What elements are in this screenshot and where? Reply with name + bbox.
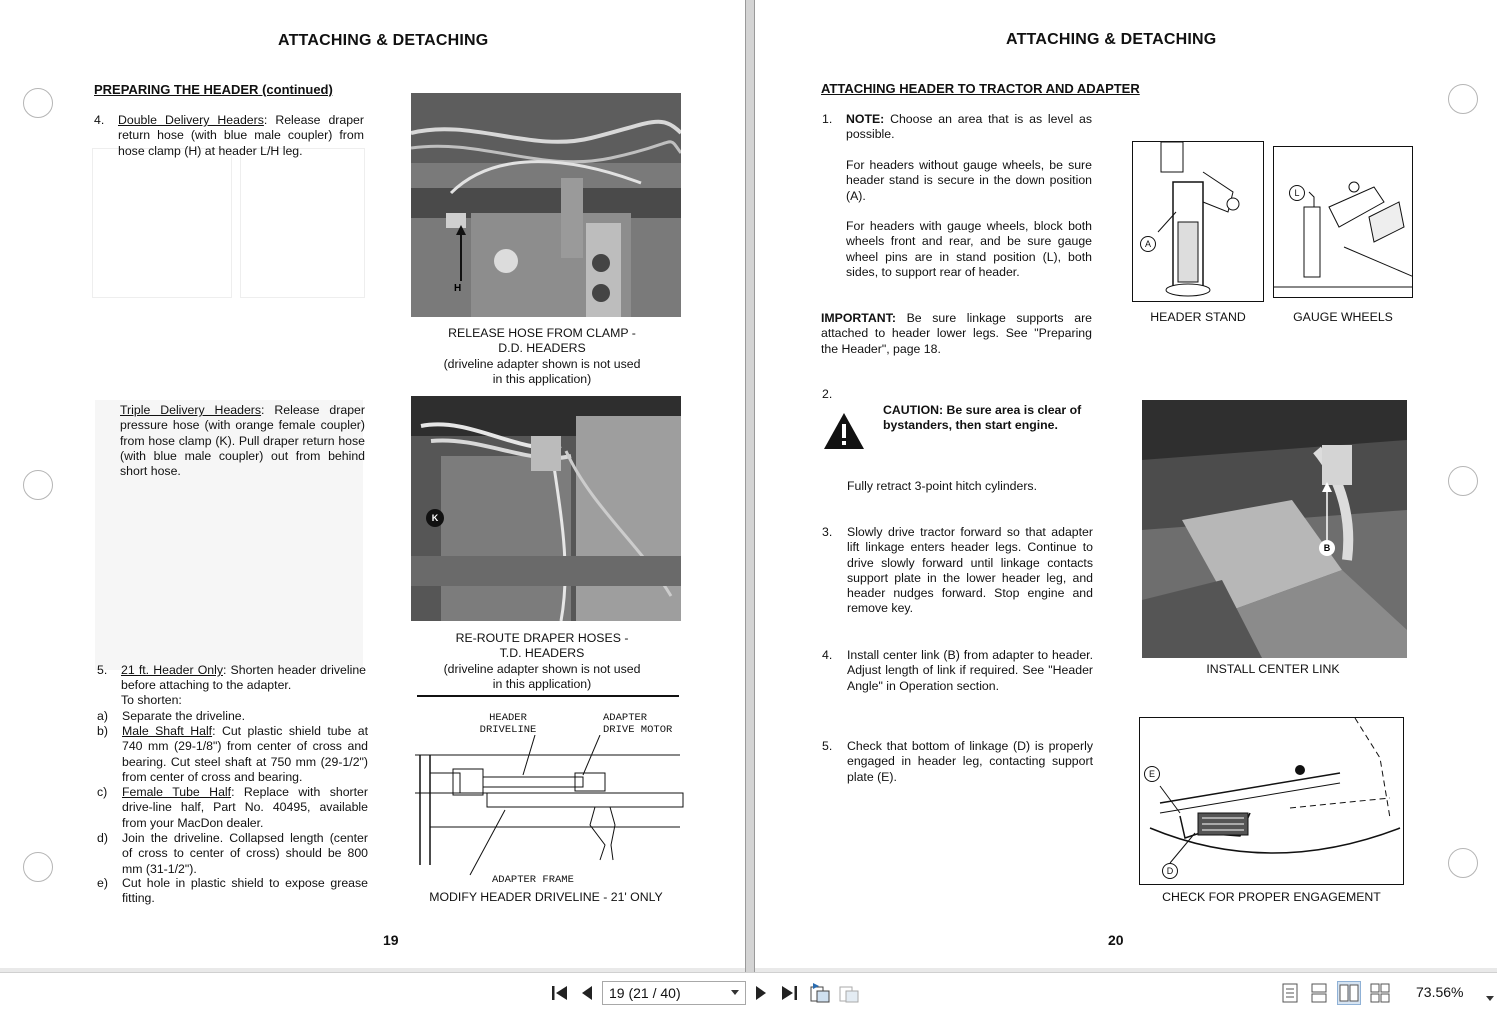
previous-view-button[interactable] <box>808 981 832 1005</box>
photo-release-hose <box>411 93 681 317</box>
caption-header-stand: HEADER STAND <box>1150 310 1246 324</box>
next-page-button[interactable] <box>749 981 773 1005</box>
figure-engagement <box>1139 717 1404 885</box>
step-letter: c) <box>97 785 108 799</box>
step-text: Separate the driveline. <box>122 709 246 723</box>
next-view-button[interactable] <box>837 981 861 1005</box>
caution-text: CAUTION: Be sure area is clear of bystanders, then start engine. <box>883 403 1082 433</box>
item-1-wheels-text: For headers with gauge wheels, block both wheels front and rear, and be sure gauge wheel pins are in stand position (L), both sides, to support rear of header. <box>846 219 1092 279</box>
item-3-text: Slowly drive tractor forward so that adapter lift linkage enters header legs. Continue to drive slowly forward until linkage contacts support plate in the lower header leg, and header nudges forward. Stop engine and remove key. <box>847 525 1093 616</box>
punch-hole <box>1448 84 1478 114</box>
item-1-stand-text: For headers without gauge wheels, be sure header stand is secure in the down position (A). <box>846 158 1092 203</box>
punch-hole <box>1448 848 1478 878</box>
previous-page-button[interactable] <box>575 981 599 1005</box>
important-note: IMPORTANT: Be sure linkage supports are attached to header lower legs. See "Preparing the Header", page 18. <box>821 311 1092 356</box>
step-text: Cut hole in plastic shield to expose grease fitting. <box>122 876 368 906</box>
section-title: ATTACHING HEADER TO TRACTOR AND ADAPTER <box>821 81 1140 96</box>
previous-page-icon <box>580 985 594 1001</box>
chevron-down-icon <box>731 990 739 996</box>
bleed-through-figure <box>240 148 365 298</box>
driveline-drawing <box>415 735 687 885</box>
step-text: Join the driveline. Collapsed length (center of cross to center of cross) should be 800 mm (31-1/2"). <box>122 831 368 876</box>
item-number: 5. <box>97 663 108 677</box>
next-view-icon <box>838 983 860 1003</box>
caption-reroute-hoses: RE-ROUTE DRAPER HOSES - T.D. HEADERS (driveline adapter shown is not used in this application) <box>443 631 641 691</box>
page-number: 19 <box>383 932 399 948</box>
item-4-text: Install center link (B) from adapter to header. Adjust length of link if required. See "Header Angle" in Operation section. <box>847 648 1093 693</box>
page-title: ATTACHING & DETACHING <box>1006 31 1217 48</box>
first-page-icon <box>550 985 570 1001</box>
caption-gauge-wheels: GAUGE WHEELS <box>1293 310 1393 324</box>
continuous-facing-icon <box>1370 983 1390 1003</box>
marker-a: A <box>1140 236 1156 252</box>
photo-center-link <box>1142 400 1407 658</box>
label-header-driveline: HEADER DRIVELINE <box>479 712 537 736</box>
marker-l: L <box>1289 185 1305 201</box>
marker-e: E <box>1144 766 1160 782</box>
step-letter: a) <box>97 709 108 723</box>
continuous-facing-view-button[interactable] <box>1368 981 1392 1005</box>
continuous-view-button[interactable] <box>1307 981 1331 1005</box>
page-number-value: 19 (21 / 40) <box>609 985 681 1001</box>
last-page-icon <box>779 985 799 1001</box>
punch-hole <box>1448 466 1478 496</box>
photo-reroute-hoses <box>411 396 681 621</box>
figure-gauge-wheels <box>1273 146 1413 298</box>
punch-hole <box>23 470 53 500</box>
marker-k: K <box>426 509 444 527</box>
step-letter: d) <box>97 831 108 845</box>
item-number: 4. <box>94 113 105 127</box>
marker-b: B <box>1319 540 1335 556</box>
caption-center-link: INSTALL CENTER LINK <box>1206 662 1340 676</box>
viewer-toolbar <box>0 972 1497 1011</box>
item-number: 3. <box>822 525 833 539</box>
item-4-text: Double Delivery Headers: Release draper return hose (with blue male coupler) from hose clamp (H) at header L/H leg. <box>118 113 364 158</box>
page-gutter <box>745 0 755 972</box>
item-number: 5. <box>822 739 833 753</box>
item-5-text: Check that bottom of linkage (D) is properly engaged in header leg, contacting support plate (E). <box>847 739 1093 784</box>
label-adapter-frame: ADAPTER FRAME <box>492 874 574 886</box>
to-shorten-label: To shorten: <box>121 693 182 707</box>
item-number: 4. <box>822 648 833 662</box>
zoom-dropdown-button[interactable] <box>1486 989 1494 1007</box>
step-letter: b) <box>97 724 108 738</box>
chevron-down-icon <box>1486 996 1494 1002</box>
warning-icon <box>822 411 866 451</box>
page-title: ATTACHING & DETACHING <box>278 32 489 49</box>
last-page-button[interactable] <box>777 981 801 1005</box>
item-2-text: Fully retract 3-point hitch cylinders. <box>847 479 1037 493</box>
page-number: 20 <box>1108 932 1124 948</box>
step-letter: e) <box>97 876 108 890</box>
page-19 <box>0 0 745 968</box>
divider <box>417 695 679 697</box>
item-number: 1. <box>822 112 833 126</box>
marker-h: H <box>454 283 462 294</box>
previous-view-icon <box>809 983 831 1003</box>
figure-header-stand <box>1132 141 1264 302</box>
section-title: PREPARING THE HEADER (continued) <box>94 82 333 97</box>
continuous-page-icon <box>1311 983 1327 1003</box>
item-number: 2. <box>822 387 833 401</box>
facing-view-button[interactable] <box>1337 981 1361 1005</box>
caption-engagement: CHECK FOR PROPER ENGAGEMENT <box>1162 890 1381 904</box>
triple-delivery-text: Triple Delivery Headers: Release draper pressure hose (with orange female coupler) from hose clamp (K). Pull draper return hose (with blue male coupler) out from behind short hose. <box>120 403 365 479</box>
single-page-icon <box>1282 983 1298 1003</box>
step-text: Female Tube Half: Replace with shorter drive-line half, Part No. 40495, available from your MacDon dealer. <box>122 785 368 830</box>
marker-d: D <box>1162 863 1178 879</box>
page-number-field[interactable] <box>602 981 746 1005</box>
page-20 <box>755 0 1497 968</box>
punch-hole <box>23 88 53 118</box>
first-page-button[interactable] <box>548 981 572 1005</box>
caption-release-hose: RELEASE HOSE FROM CLAMP - D.D. HEADERS (driveline adapter shown is not used in this application) <box>443 326 641 386</box>
bleed-through-figure <box>92 148 232 298</box>
single-page-view-button[interactable] <box>1278 981 1302 1005</box>
punch-hole <box>23 852 53 882</box>
next-page-icon <box>754 985 768 1001</box>
caption-driveline: MODIFY HEADER DRIVELINE - 21' ONLY <box>429 890 663 904</box>
label-adapter-drive-motor: ADAPTER DRIVE MOTOR <box>603 712 673 736</box>
item-5-text: 21 ft. Header Only: Shorten header driveline before attaching to the adapter. <box>121 663 366 693</box>
step-text: Male Shaft Half: Cut plastic shield tube at 740 mm (29-1/8") from center of cross and bearing. Cut steel shaft at 750 mm (29-1/2") from center of cross and bearing. <box>122 724 368 784</box>
facing-pages-icon <box>1339 984 1359 1002</box>
item-1-note: NOTE: Choose an area that is as level as possible. <box>846 112 1092 142</box>
zoom-level[interactable]: 73.56% <box>1416 984 1464 1000</box>
